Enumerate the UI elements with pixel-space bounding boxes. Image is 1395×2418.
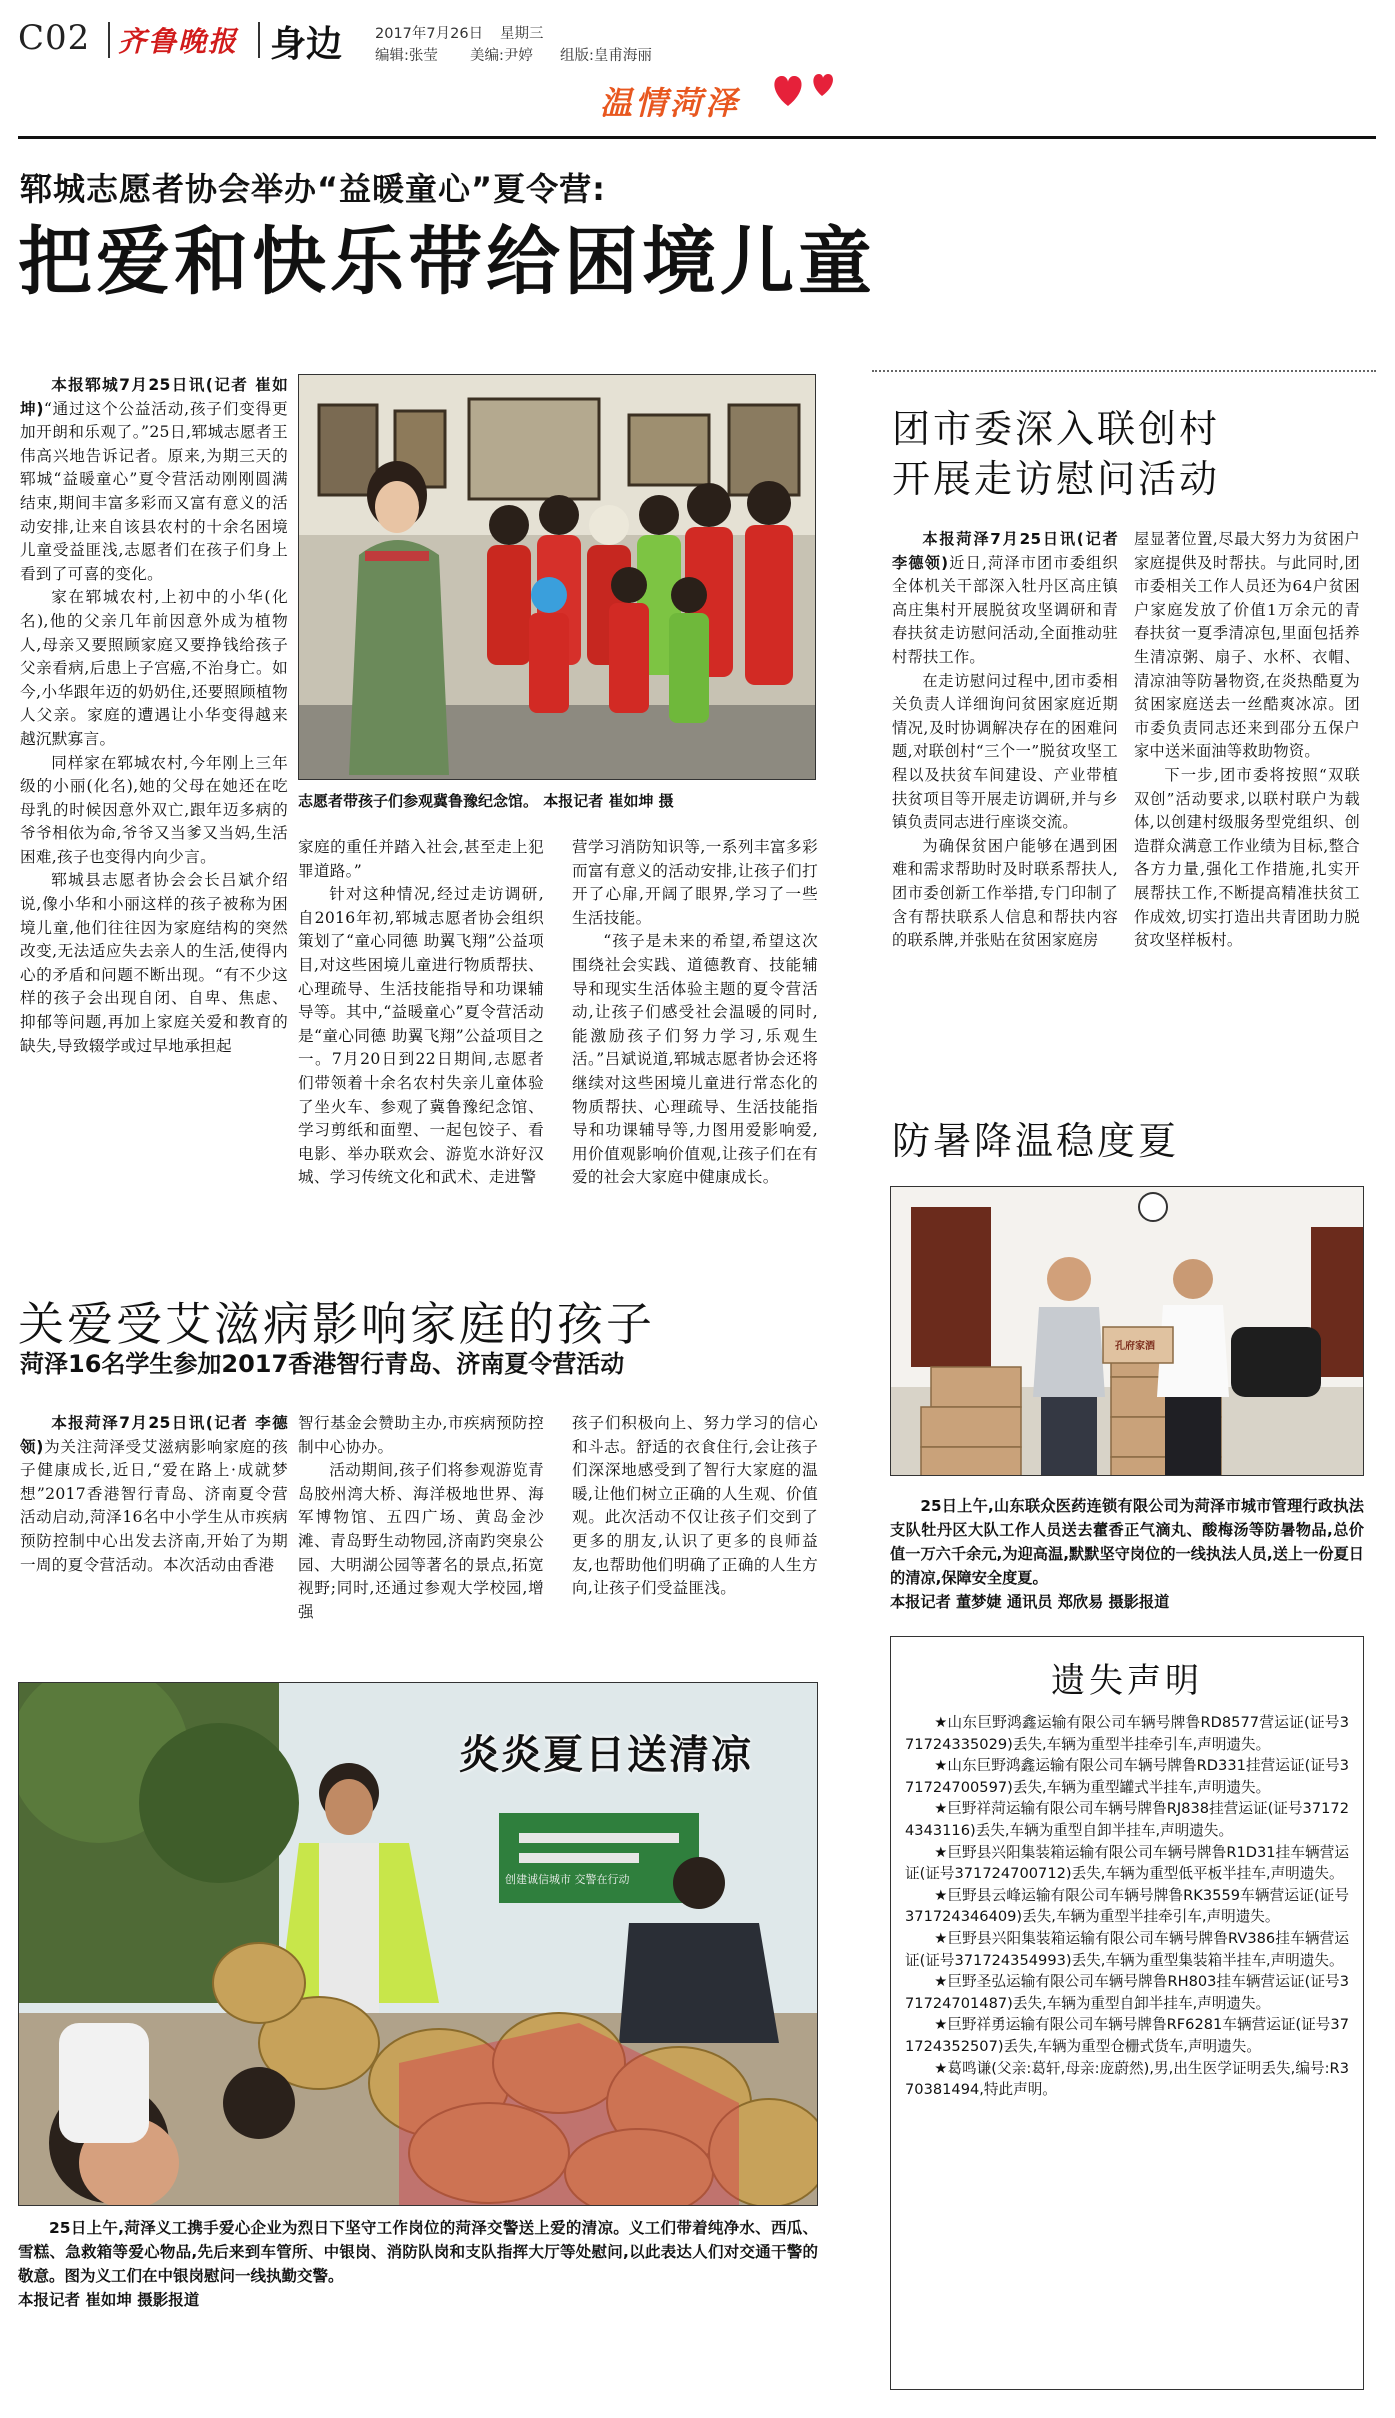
- summer-photo-caption-text: 25日上午,菏泽义工携手爱心企业为烈日下坚守工作岗位的菏泽交警送上爱的清凉。义工们带着纯净水、西瓜、雪糕、急救箱等爱心物品,先后来到车管所、中银岗、消防队岗和支队指挥大厅等处慰问,以此表达人们对交通干警的敬意。图为义工们在中银岗慰问一线执勤交警。: [18, 2219, 818, 2285]
- tuanshiwei-paragraph: 屋显著位置,尽最大努力为贫困户家庭提供及时帮扶。与此同时,团市委相关工作人员还为64户贫困户家庭发放了价值1万余元的青春扶贫一夏季清凉包,里面包括养生清凉粥、扇子、水杯、衣帽、清凉油等防暑物资,在炎热酷夏为贫困家庭送去一丝酷爽冰凉。团市委负责同志还来到邵分五保户家中送米面油等救助物资。: [1134, 530, 1360, 761]
- aids-article-paragraph: 为关注菏泽受艾滋病影响家庭的孩子健康成长,近日,“爱在路上·成就梦想”2017香港智行青岛、济南夏令营活动启动,菏泽16名中小学生从市疾病预防控制中心出发去济南,开始了为期一周的夏令营活动。本次活动由香港: [20, 1437, 288, 1574]
- main-article-column-1: [20, 374, 288, 1058]
- summer-photo-title: 炎炎夏日送清凉: [459, 1732, 753, 1778]
- fangshu-photo-caption: [890, 1494, 1364, 1614]
- aids-article-byline: 本报菏泽7月25日讯(记者 李德领): [20, 1414, 288, 1456]
- aids-article-column-1: [20, 1412, 288, 1577]
- lost-notice-item: ★巨野祥勇运输有限公司车辆号牌鲁RF6281车辆营运证(证号371724352507)丢失,车辆为重型仓栅式货车,声明遗失。: [905, 2016, 1349, 2055]
- right-column-dotted-rule: [872, 370, 1376, 372]
- editor-credit: 编辑:张莹: [375, 48, 438, 64]
- fangshu-box-label: 孔府家酒: [1115, 1341, 1155, 1352]
- lost-notice-box: [890, 1636, 1364, 2390]
- brand-title: 温情菏泽: [600, 84, 741, 122]
- summer-photo-credit: 本报记者 崔如坤 摄影报道: [18, 2291, 200, 2309]
- main-article-paragraph: 家在郓城农村,上初中的小华(化名),他的父亲几年前因意外成为植物人,母亲又要照顾家庭又要挣钱给孩子父亲看病,后患上子宫癌,不治身亡。如今,小华跟年迈的奶奶住,还要照顾植物人父亲。家庭的遭遇让小华变得越来越沉默寡言。: [20, 588, 288, 748]
- lost-notice-list: [891, 1712, 1363, 2101]
- designer-credit: 美编:尹婷: [470, 48, 533, 64]
- aids-article-paragraph: 智行基金会赞助主办,市疾病预防控制中心协办。: [298, 1414, 544, 1456]
- main-article-headline: 把爱和快乐带给困境儿童: [18, 219, 876, 305]
- summer-photo-caption: [18, 2216, 818, 2312]
- masthead-rule: [18, 136, 1376, 139]
- tuanshiwei-column-2: [1134, 528, 1360, 953]
- main-article-paragraph: “通过这个公益活动,孩子们变得更加开朗和乐观了。”25日,郓城志愿者王伟高兴地告诉记者。原来,为期三天的郓城“益暖童心”夏令营活动刚刚圆满结束,期间丰富多彩而又富有意义的活动安排,让来自该县农村的十余名困境儿童受益匪浅,志愿者们在孩子们身上看到了可喜的变化。: [20, 399, 289, 583]
- main-article-paragraph: “孩子是未来的希望,希望这次围绕社会实践、道德教育、技能辅导和现实生活体验主题的夏令营活动,让孩子们感受社会温暖的同时,能激励孩子们努力学习,乐观生活。”吕斌说道,郓城志愿者协会还将继续对这些困境儿童进行常态化的物质帮扶、心理疏导、生活技能指导和功课辅导等,力图用爱影响爱,用价值观影响价值观,让孩子们在有爱的社会大家庭中健康成长。: [572, 932, 818, 1187]
- lost-notice-item: ★巨野县云峰运输有限公司车辆号牌鲁RK3559车辆营运证(证号371724346409)丢失,车辆为重型半挂牵引车,声明遗失。: [905, 1886, 1349, 1926]
- summer-photo-sign: 创建诚信城市 交警在行动: [505, 1873, 630, 1886]
- main-article-paragraph: 同样家在郓城农村,今年刚上三年级的小丽(化名),她的父母在她还在吃母乳的时候因意外双亡,跟年迈多病的爷爷相依为命,爷爷又当爹又当妈,生活困难,孩子也变得内向少言。: [20, 753, 288, 866]
- main-article-column-2: [298, 836, 544, 1190]
- aids-article-paragraph: 活动期间,孩子们将参观游览青岛胶州湾大桥、海洋极地世界、海军博物馆、五四广场、黄岛金沙滩、青岛野生动物园,济南趵突泉公园、大明湖公园等著名的景点,拓宽视野;同时,还通过参观大学校园,增强: [298, 1461, 544, 1621]
- tuanshiwei-byline: 本报菏泽7月25日讯(记者 李德领): [892, 530, 1118, 572]
- tuanshiwei-paragraph: 为确保贫困户能够在遇到困难和需求帮助时及时联系帮扶人,团市委创新工作举措,专门印制了含有帮扶联系人信息和帮扶内容的联系牌,并张贴在贫困家庭房: [892, 836, 1118, 950]
- lost-notice-title: 遗失声明: [1051, 1661, 1203, 1701]
- aids-article-subhead: 菏泽16名学生参加2017香港智行青岛、济南夏令营活动: [20, 1350, 625, 1378]
- masthead-divider: [108, 22, 110, 58]
- tuanshiwei-paragraph: 在走访慰问过程中,团市委相关负责人详细询问贫困家庭近期情况,及时协调解决存在的困难问题,对联创村“三个一”脱贫攻坚工程以及扶贫车间建设、产业带植扶贫项目等开展走访调研,并与乡镇负责同志进行座谈交流。: [892, 671, 1118, 832]
- hearts-icon: [768, 68, 848, 112]
- aids-article-column-3: [572, 1412, 818, 1601]
- fangshu-photo: [890, 1186, 1364, 1476]
- main-article-byline: 本报郓城7月25日讯(记者 崔如坤): [20, 376, 288, 418]
- issue-date: 2017年7月26日: [375, 26, 484, 42]
- page-number: C02: [18, 18, 91, 58]
- aids-article-headline: 关爱受艾滋病影响家庭的孩子: [18, 1297, 655, 1351]
- fangshu-caption-text: 25日上午,山东联众医药连锁有限公司为菏泽市城市管理行政执法支队牡丹区大队工作人员送去藿香正气滴丸、酸梅汤等防暑物品,总价值一万六千余元,为迎高温,默默坚守岗位的一线执法人员,送上一份夏日的清凉,保障安全度夏。: [890, 1497, 1364, 1587]
- main-article-paragraph: 家庭的重任并踏入社会,甚至走上犯罪道路。”: [298, 838, 544, 880]
- main-article-paragraph: 营学习消防知识等,一系列丰富多彩而富有意义的活动安排,让孩子们打开了心扉,开阔了眼界,学习了一些生活技能。: [572, 838, 818, 927]
- fangshu-credit: 本报记者 董梦婕 通讯员 郑欣易 摄影报道: [890, 1593, 1170, 1611]
- fangshu-headline: 防暑降温稳度夏: [892, 1119, 1180, 1163]
- tuanshiwei-column-1: [892, 528, 1118, 953]
- proof-credit: 组版:皇甫海丽: [560, 48, 652, 64]
- lost-notice-item: ★巨野县兴阳集装箱运输有限公司车辆号牌鲁RV386挂车辆营运证(证号371724354993)丢失,车辆为重型集装箱半挂车,声明遗失。: [905, 1929, 1349, 1969]
- museum-photo-caption: 志愿者带孩子们参观冀鲁豫纪念馆。 本报记者 崔如坤 摄: [298, 792, 674, 810]
- lost-notice-item: ★巨野圣弘运输有限公司车辆号牌鲁RH803挂车辆营运证(证号371724701487)丢失,车辆为重型自卸半挂车,声明遗失。: [905, 1973, 1349, 2012]
- issue-weekday: 星期三: [500, 26, 544, 42]
- museum-photo: [298, 374, 816, 780]
- masthead-divider: [258, 22, 260, 58]
- main-article-paragraph: 针对这种情况,经过走访调研,自2016年初,郓城志愿者协会组织策划了“童心同德 助翼飞翔”公益项目,对这些困境儿童进行物质帮扶、心理疏导、生活技能指导和功课辅导等。其中,“益暖童心”夏令营活动是“童心同德 助翼飞翔”公益项目之一。7月20日到22日期间,志愿者们带领着十余名农村失亲儿童体验了坐火车、参观了冀鲁豫纪念馆、学习剪纸和面塑、一起包饺子、看电影、举办联欢会、游览水浒好汉城、学习传统文化和武术、走进警: [298, 885, 544, 1187]
- tuanshiwei-headline-line-2: 开展走访慰问活动: [892, 457, 1221, 501]
- tuanshiwei-paragraph: 下一步,团市委将按照“双联双创”活动要求,以联村联户为载体,以创建村级服务型党组织、创造群众满意工作业绩为目标,整合各方力量,强化工作措施,扎实开展帮扶工作,不断提高精准扶贫工作成效,切实打造出共青团助力脱贫攻坚样板村。: [1134, 765, 1360, 950]
- lost-notice-item: ★巨野县兴阳集装箱运输有限公司车辆号牌鲁R1D31挂车辆营运证(证号371724700712)丢失,车辆为重型低平板半挂车,声明遗失。: [905, 1843, 1349, 1883]
- lost-notice-item: ★巨野祥菏运输有限公司车辆号牌鲁RJ838挂营运证(证号371724343116)丢失,车辆为重型自卸半挂车,声明遗失。: [905, 1800, 1349, 1839]
- summer-photo: [18, 1682, 818, 2206]
- lost-notice-item: ★山东巨野鸿鑫运输有限公司车辆号牌鲁RD331挂营运证(证号371724700597)丢失,车辆为重型罐式半挂车,声明遗失。: [905, 1757, 1349, 1796]
- aids-article-column-2: [298, 1412, 544, 1624]
- aids-article-paragraph: 孩子们积极向上、努力学习的信心和斗志。舒适的衣食住行,会让孩子们深深地感受到了智行大家庭的温暖,让他们树立正确的人生观、价值观。此次活动不仅让孩子们交到了更多的朋友,认识了更多的良师益友,也帮助他们明确了正确的人生方向,让孩子们受益匪浅。: [572, 1414, 818, 1598]
- main-article-kicker: 郓城志愿者协会举办“益暖童心”夏令营:: [20, 170, 606, 208]
- main-article-column-3: [572, 836, 818, 1190]
- lost-notice-item: ★山东巨野鸿鑫运输有限公司车辆号牌鲁RD8577营运证(证号371724335029)丢失,车辆为重型半挂牵引车,声明遗失。: [905, 1714, 1349, 1753]
- tuanshiwei-headline-line-1: 团市委深入联创村: [892, 407, 1221, 451]
- newspaper-name: 齐鲁晚报: [118, 25, 239, 58]
- lost-notice-item: ★葛鸣谦(父亲:葛轩,母亲:庞蔚然),男,出生医学证明丢失,编号:R370381494,特此声明。: [905, 2059, 1349, 2099]
- tuanshiwei-paragraph: 近日,菏泽市团市委组织全体机关干部深入牡丹区高庄镇高庄集村开展脱贫攻坚调研和青春扶贫走访慰问活动,全面推动驻村帮扶工作。: [892, 553, 1118, 666]
- section-name: 身边: [270, 24, 343, 65]
- main-article-paragraph: 郓城县志愿者协会会长吕斌介绍说,像小华和小丽这样的孩子被称为困境儿童,他们往往因为家庭结构的突然改变,无法适应失去亲人的生活,使得内心的矛盾和问题不断出现。“有不少这样的孩子会出现自闭、自卑、焦虑、抑郁等问题,再加上家庭关爱和教育的缺失,导致辍学或过早地承担起: [20, 871, 288, 1055]
